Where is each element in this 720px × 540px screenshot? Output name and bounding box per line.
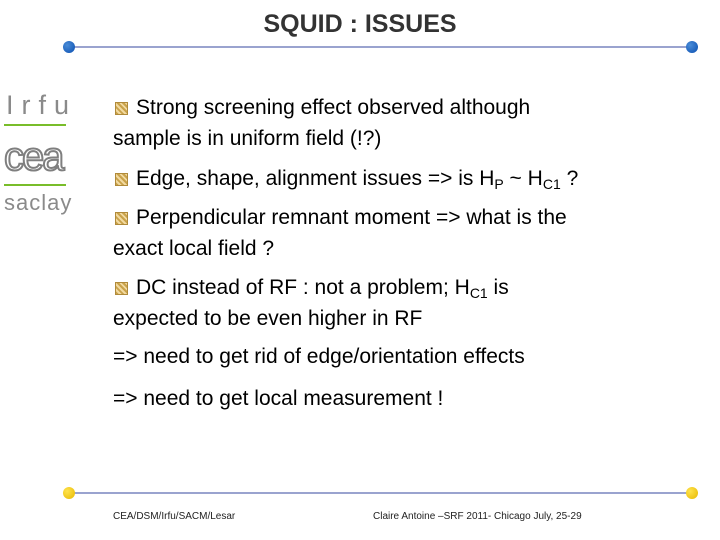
cea-logo-text: cea: [4, 136, 63, 178]
conclusion-1: => need to get rid of edge/orientation effects: [113, 345, 525, 368]
conclusion-2: => need to get local measurement !: [113, 387, 444, 410]
bullet-4-sub1: C1: [469, 285, 488, 301]
bullet-3: [113, 202, 673, 264]
bullet-marker: [115, 282, 128, 295]
bullet-2-pre: Edge, shape, alignment issues => is H: [136, 167, 495, 190]
top-divider: [72, 46, 690, 48]
slide-title: SQUID : ISSUES: [263, 10, 457, 38]
bottom-left-dot: [63, 487, 75, 499]
bullet-3-line1: Perpendicular remnant moment => what is the: [136, 206, 567, 229]
top-right-dot: [686, 41, 698, 53]
bullet-2-mid: ~ H: [503, 167, 543, 190]
bullet-1-line1: Strong screening effect observed although: [136, 96, 531, 119]
bullet-marker: [115, 173, 128, 186]
bullet-4: [113, 272, 673, 334]
irfu-logo: Irfu: [6, 90, 78, 120]
bullet-3-line2: exact local field ?: [113, 237, 275, 260]
bullet-1: [113, 92, 673, 154]
bullet-2: [113, 163, 673, 194]
top-left-dot: [63, 41, 75, 53]
bullet-4-post: is: [487, 276, 509, 299]
cea-logo: [4, 136, 68, 178]
bullet-1-line2: sample is in uniform field (!?): [113, 127, 382, 150]
bullet-marker: [115, 102, 128, 115]
footer-left: CEA/DSM/Irfu/SACM/Lesar: [113, 511, 236, 522]
footer-right: Claire Antoine –SRF 2011- Chicago July, 25-29: [373, 511, 582, 522]
logo-divider-top: [4, 124, 66, 126]
bullet-2-sub1: P: [494, 176, 504, 192]
bottom-right-dot: [686, 487, 698, 499]
bullet-4-pre: DC instead of RF : not a problem; H: [136, 276, 470, 299]
bullet-4-line2: expected to be even higher in RF: [113, 307, 423, 330]
bullet-2-post: ?: [560, 167, 579, 190]
bottom-divider: [72, 492, 690, 494]
bullet-2-sub2: C1: [542, 176, 561, 192]
saclay-logo: saclay: [4, 190, 73, 215]
logo-divider-bottom: [4, 184, 66, 186]
bullet-marker: [115, 212, 128, 225]
